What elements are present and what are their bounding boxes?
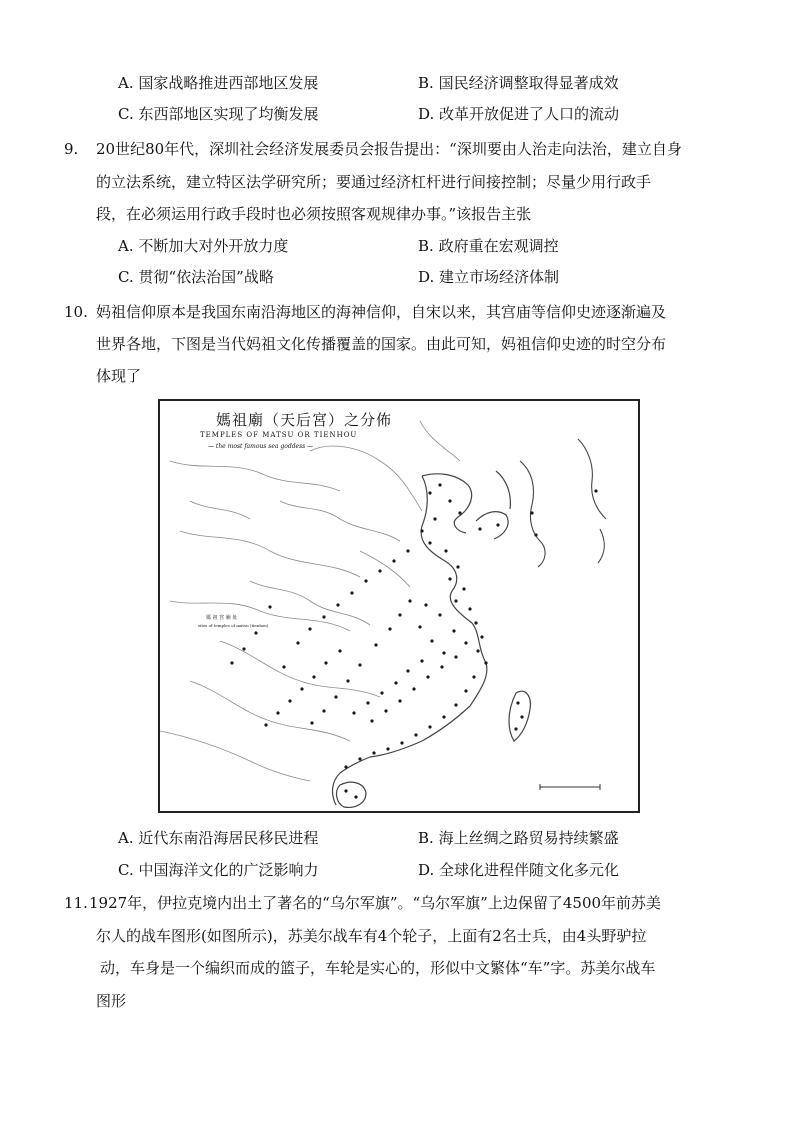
q8-option-d[interactable]	[418, 104, 619, 124]
option-text: 全球化进程伴随文化多元化	[439, 861, 620, 879]
option-text: 东西部地区实现了均衡发展	[138, 105, 319, 123]
option-text: 政府重在宏观调控	[438, 237, 559, 255]
map-subtitle: TEMPLES OF MATSU OR TIENHOU	[200, 431, 358, 439]
map-drawing	[160, 401, 638, 811]
option-letter: B.	[418, 74, 434, 92]
option-text: 改革开放促进了人口的流动	[439, 105, 620, 123]
question-10-number: 10.	[64, 303, 88, 321]
borders-and-rivers	[160, 421, 460, 781]
option-text: 国民经济调整取得显著成效	[438, 74, 619, 92]
map-legend-sub: sites of temples of matsu (tienhou)	[198, 623, 269, 628]
question-11-number: 11.	[64, 894, 88, 912]
option-letter: D.	[418, 105, 435, 123]
temple-dots	[230, 483, 597, 798]
option-text: 不断加大对外开放力度	[138, 237, 289, 255]
question-11-line-3: 动，车身是一个编织而成的篮子，车轮是实心的，形似中文繁体“车”字。苏美尔战车	[100, 959, 656, 977]
q9-option-b[interactable]	[418, 236, 559, 256]
q10-option-d[interactable]	[418, 860, 619, 880]
q9-option-d[interactable]	[418, 267, 559, 287]
question-9-number: 9.	[64, 140, 79, 158]
q8-option-b[interactable]	[418, 73, 619, 93]
option-letter: C.	[118, 268, 134, 286]
q10-option-c[interactable]	[118, 860, 319, 880]
option-letter: A.	[118, 74, 134, 92]
option-text: 海上丝绸之路贸易持续繁盛	[438, 829, 619, 847]
option-letter: C.	[118, 861, 134, 879]
question-9-line-2: 的立法系统，建立特区法学研究所；要通过经济杠杆进行间接控制；尽量少用行政手	[96, 173, 652, 191]
option-letter: D.	[418, 861, 435, 879]
taiwan-island	[509, 691, 530, 741]
question-9-line-3: 段，在必须运用行政手段时也必须按照客观规律办事。”该报告主张	[96, 205, 532, 223]
question-10-line-3: 体现了	[96, 367, 142, 385]
q9-option-a[interactable]	[118, 236, 288, 256]
question-10-line-1: 妈祖信仰原本是我国东南沿海地区的海神信仰，自宋以来，其宫庙等信仰史迹逐渐遍及	[96, 303, 667, 321]
q8-option-c[interactable]	[118, 104, 319, 124]
map-subtitle-2: — the most famous sea goddess —	[208, 443, 314, 450]
option-text: 贯彻“依法治国”战略	[138, 268, 274, 286]
option-text: 国家战略推进西部地区发展	[138, 74, 319, 92]
option-letter: A.	[118, 237, 134, 255]
q10-option-b[interactable]	[418, 828, 619, 848]
japan-islands	[578, 439, 606, 563]
question-10-line-2: 世界各地，下图是当代妈祖文化传播覆盖的国家。由此可知，妈祖信仰史迹的时空分布	[96, 335, 667, 353]
option-letter: A.	[118, 829, 134, 847]
option-text: 近代东南沿海居民移民进程	[138, 829, 319, 847]
question-11-line-1: 1927年，伊拉克境内出土了著名的“乌尔军旗”。“乌尔军旗”上边保留了4500年前苏美	[89, 894, 662, 912]
option-letter: D.	[418, 268, 435, 286]
hainan-island	[337, 782, 366, 807]
q8-option-a[interactable]	[118, 73, 318, 93]
option-text: 中国海洋文化的广泛影响力	[138, 861, 319, 879]
question-11-line-2: 尔人的战车图形(如图所示)，苏美尔战车有4个轮子，上面有2名士兵，由4头野驴拉	[96, 927, 647, 945]
map-legend-title: 媽 祖 宮 廟 址	[206, 615, 238, 621]
question-11-line-4: 图形	[96, 992, 127, 1010]
map-title: 媽祖廟（天后宮）之分佈	[216, 411, 393, 429]
coastline	[333, 471, 511, 805]
option-text: 建立市场经济体制	[439, 268, 560, 286]
scale-bar	[540, 784, 600, 790]
q10-option-a[interactable]	[118, 828, 318, 848]
option-letter: B.	[418, 829, 434, 847]
option-letter: C.	[118, 105, 134, 123]
q9-option-c[interactable]	[118, 267, 274, 287]
option-letter: B.	[418, 237, 434, 255]
question-9-line-1: 20世纪80年代，深圳社会经济发展委员会报告提出：“深圳要由人治走向法治，建立自身	[96, 140, 682, 158]
matsu-temples-map	[158, 399, 640, 813]
